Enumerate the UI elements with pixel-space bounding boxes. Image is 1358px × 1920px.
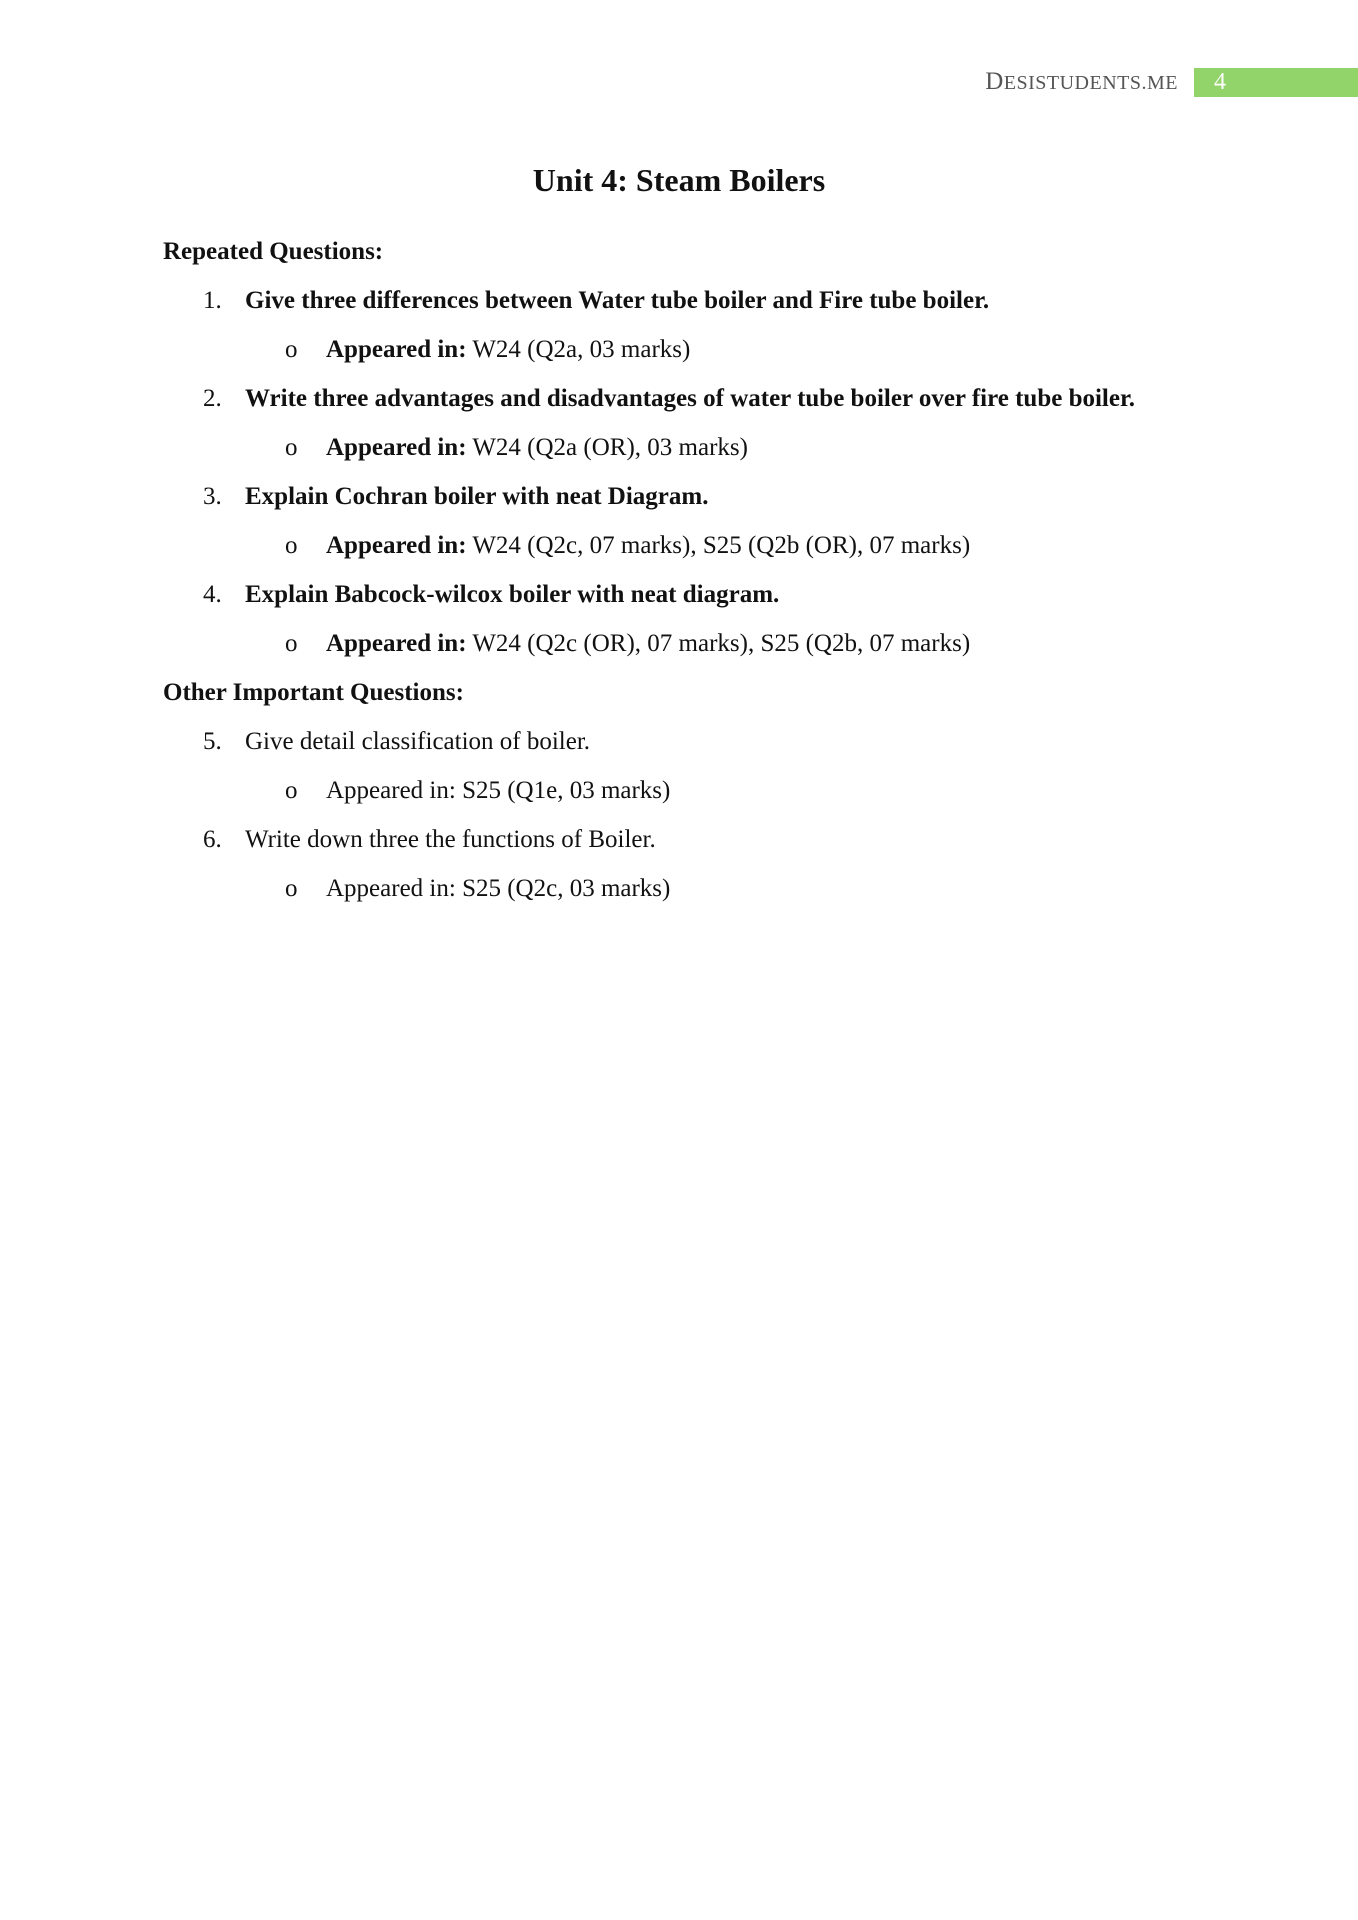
question-number: 3. [203,483,222,510]
appeared-value: W24 (Q2c, 07 marks), S25 (Q2b (OR), 07 marks) [466,532,971,559]
bullet-icon: o [285,434,298,461]
appeared-value: S25 (Q1e, 03 marks) [455,777,671,804]
page-number: 4 [1194,68,1358,97]
page-title: Unit 4: Steam Boilers [532,162,826,198]
question-text: Write three advantages and disadvantages of water tube boiler over fire tube boiler. [245,385,1136,412]
appeared-label: Appeared in: [326,777,456,804]
question-2-appeared [285,433,748,463]
question-1 [203,286,989,316]
question-4-appeared [285,629,970,659]
question-6 [203,825,656,855]
bullet-icon: o [285,336,298,363]
bullet-icon: o [285,777,298,804]
appeared-label: Appeared in: [326,532,467,559]
question-number: 5. [203,728,222,755]
question-5 [203,727,590,757]
bullet-icon: o [285,630,298,657]
question-text: Give detail classification of boiler. [245,728,591,755]
question-1-appeared [285,335,690,365]
site-name-rest: ESISTUDENTS [1003,72,1142,94]
question-4 [203,580,779,610]
appeared-label: Appeared in: [326,630,467,657]
question-number: 2. [203,385,222,412]
appeared-label: Appeared in: [326,875,456,902]
site-name-tail: ME [1147,72,1178,94]
bullet-icon: o [285,875,298,902]
site-name-dot: . [1141,72,1147,94]
appeared-value: S25 (Q2c, 03 marks) [455,875,671,902]
appeared-label: Appeared in: [326,434,467,461]
appeared-value: W24 (Q2a (OR), 03 marks) [466,434,748,461]
page-header [985,68,1358,97]
appeared-value: W24 (Q2c (OR), 07 marks), S25 (Q2b, 07 marks) [466,630,971,657]
question-text: Explain Babcock-wilcox boiler with neat diagram. [245,581,780,608]
question-number: 1. [203,287,222,314]
question-number: 4. [203,581,222,608]
question-number: 6. [203,826,222,853]
bullet-icon: o [285,532,298,559]
appeared-value: W24 (Q2a, 03 marks) [466,336,691,363]
question-text: Give three differences between Water tube boiler and Fire tube boiler. [245,287,990,314]
site-name-initial: D [985,68,1004,95]
question-2 [203,384,1135,414]
other-questions-heading: Other Important Questions: [163,679,464,706]
question-3 [203,482,708,512]
question-text: Explain Cochran boiler with neat Diagram. [245,483,709,510]
site-name [985,67,1178,98]
question-text: Write down three the functions of Boiler. [245,826,656,853]
appeared-label: Appeared in: [326,336,467,363]
repeated-questions-heading: Repeated Questions: [163,238,384,265]
question-6-appeared [285,874,670,904]
question-5-appeared [285,776,670,806]
question-3-appeared [285,531,970,561]
